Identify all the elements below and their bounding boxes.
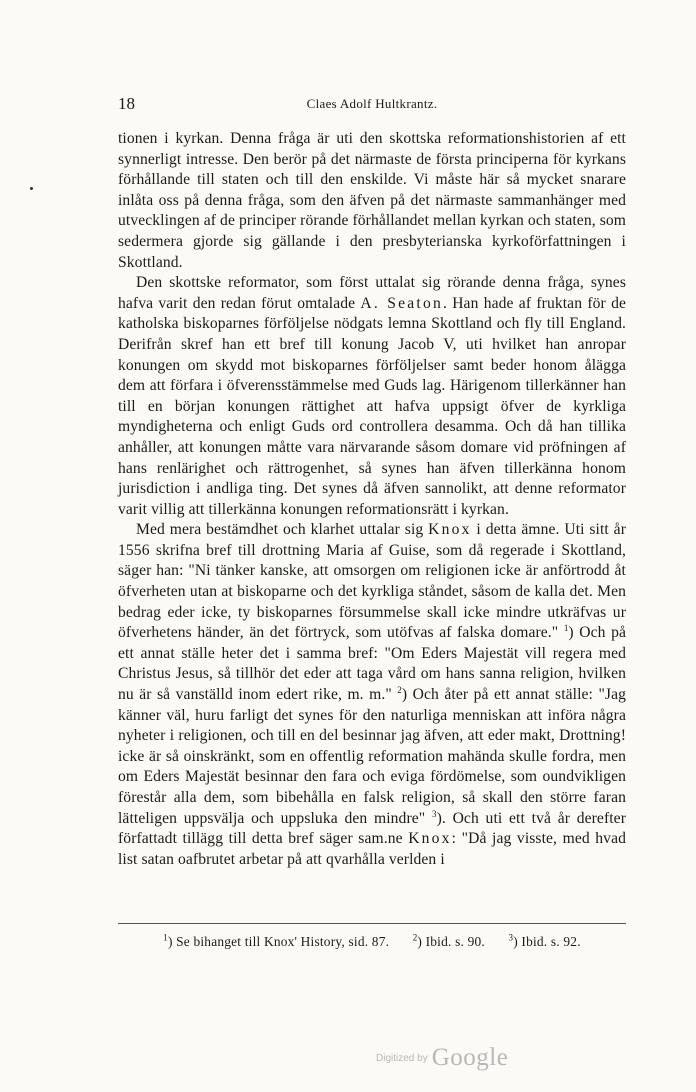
page-header (118, 94, 626, 116)
footnote-ref-3[interactable]: 3 (431, 808, 437, 819)
footnote-3-mark: 3 (508, 932, 514, 943)
footnote-1-mark: 1 (163, 932, 168, 943)
paragraph-3 (118, 520, 626, 870)
footnote-1-text: ) Se bihanget till Knox' History, sid. 87. (167, 934, 390, 949)
paragraph-2-text-a: Den skottske reformator, som först uttalat sig rörande denna fråga, synes hafva varit den redan förut omtalade (118, 274, 626, 312)
spaced-name-knox-2: Knox (408, 830, 452, 848)
paragraph-2 (118, 273, 626, 520)
watermark-caption: Digitized by (376, 1053, 428, 1064)
paragraph-3-text-f: : "Då jag visste, med hvad list satan oafbrutet arbetar på att qvarhålla verlden i (118, 830, 626, 868)
paragraph-3-text-a: Med mera bestämdhet och klarhet uttalar sig (136, 521, 429, 539)
footnote-ref-2[interactable]: 2 (397, 684, 402, 695)
footnote-1 (163, 934, 389, 949)
paragraph-1: tionen i kyrkan. Denna fråga är uti den skottska reformationshistorien af ett synnerligt intresse. Den berör på det närmaste de första principerna för kyrkans förhållande till staten och till den enskilde. Vi måste här så mycket snarare inlåta oss på denna fråga, som den äfven på det närmaste sammanhänger med utvecklingen af de principer rörande förhållandet mellan kyrkan och staten, som sedermera gjorde sig gällande i den presbyterianska kyrkoförfattningen i Skottland. (118, 130, 627, 271)
paragraph-3-text-b: i detta ämne. Uti sitt år 1556 skrifna bref till drottning Maria af Guise, som då regerade i Skottland, säger han: "Ni tänker kanske, att omsorgen om religionen icke är anförtrodd åt öfverheten utan at biskoparne och det kyrkliga ståndet, såsom de kalla det. Men bedrag eder icke, ty biskoparnes försummelse skall icke mindre utkräfvas ur öfverhetens händer, än det förtryck, som utöfvas af falska domare." (118, 521, 626, 642)
paragraph-3-text-c: ) Och på ett annat ställe heter det i samma bref: "Om Eders Majestät vill regera med Christus Jesus, så tillhör det eder att taga vård om hans sanna religion, hvilken nu är så vanställd inom edert rike, m. m." (118, 624, 626, 704)
footnotes (118, 933, 626, 951)
footnote-2 (413, 934, 485, 949)
paragraph-3-text-e: ). Och uti ett två år derefter författadt tillägg till detta bref säger sam.ne (118, 809, 626, 848)
digitization-watermark (376, 1044, 536, 1074)
footnote-ref-1[interactable]: 1 (563, 623, 569, 634)
footnote-3 (509, 934, 581, 949)
spaced-name-knox: Knox (428, 521, 472, 539)
footnote-2-text: ) Ibid. s. 90. (417, 934, 485, 949)
footnote-divider (118, 923, 626, 924)
stray-ink-mark (30, 187, 33, 190)
page-number: 18 (118, 94, 135, 113)
spaced-name-seaton: A. Seaton (360, 294, 443, 312)
footnote-2-mark: 2 (412, 932, 418, 943)
paragraph-3-text-d: ) Och åter på ett annat ställe: "Jag känner väl, huru farligt det synes för den naturliga menniskan att införa några nyheter i religionen, och till en del besinnar jag äfven, att eder makt, Drottning! icke är så oinskränkt, som en offentlig reformation mahända skulle fordra, men om Eders Majestät besinnar den fara och eviga fördömelse, som oundvikligen förestår alla dem, som bibehålla en falsk religion, så skall den större faran lätteligen uppsvälja och uppsluka den mindre" (118, 686, 626, 827)
running-head: Claes Adolf Hultkrantz. (306, 96, 438, 111)
paragraph-2-text-b: . Han hade af fruktan för de katholska biskoparnes förföljelse nödgats lemna Skottland och fly till England. Derifrån skref han ett bref till konung Jacob V, uti hvilket han anropar konungen om skydd mot biskoparnes förföljelser samt beder honom ålägga dem att förfara i öfverensstämmelse med Guds lag. Härigenom tillerkänner han till en början konungen rättighet att hafva uppsigt öfver de kyrkliga myndigheterna och enligt Guds ord controllera desamma. Och då han tillika anhåller, att konungen måtte vara närvarande såsom domare vid pröfningen af hans renlärighet och rättrogenhet, så synes han äfven tillerkänna honom jurisdiction i andliga ting. Det synes då äfven sannolikt, att denne reformator varit villig att tillerkänna konungen reformationsrätt i kyrkan. (118, 294, 626, 518)
footnote-3-text: ) Ibid. s. 92. (513, 934, 581, 949)
google-logo: Google (431, 1044, 509, 1071)
body-text (118, 129, 626, 870)
